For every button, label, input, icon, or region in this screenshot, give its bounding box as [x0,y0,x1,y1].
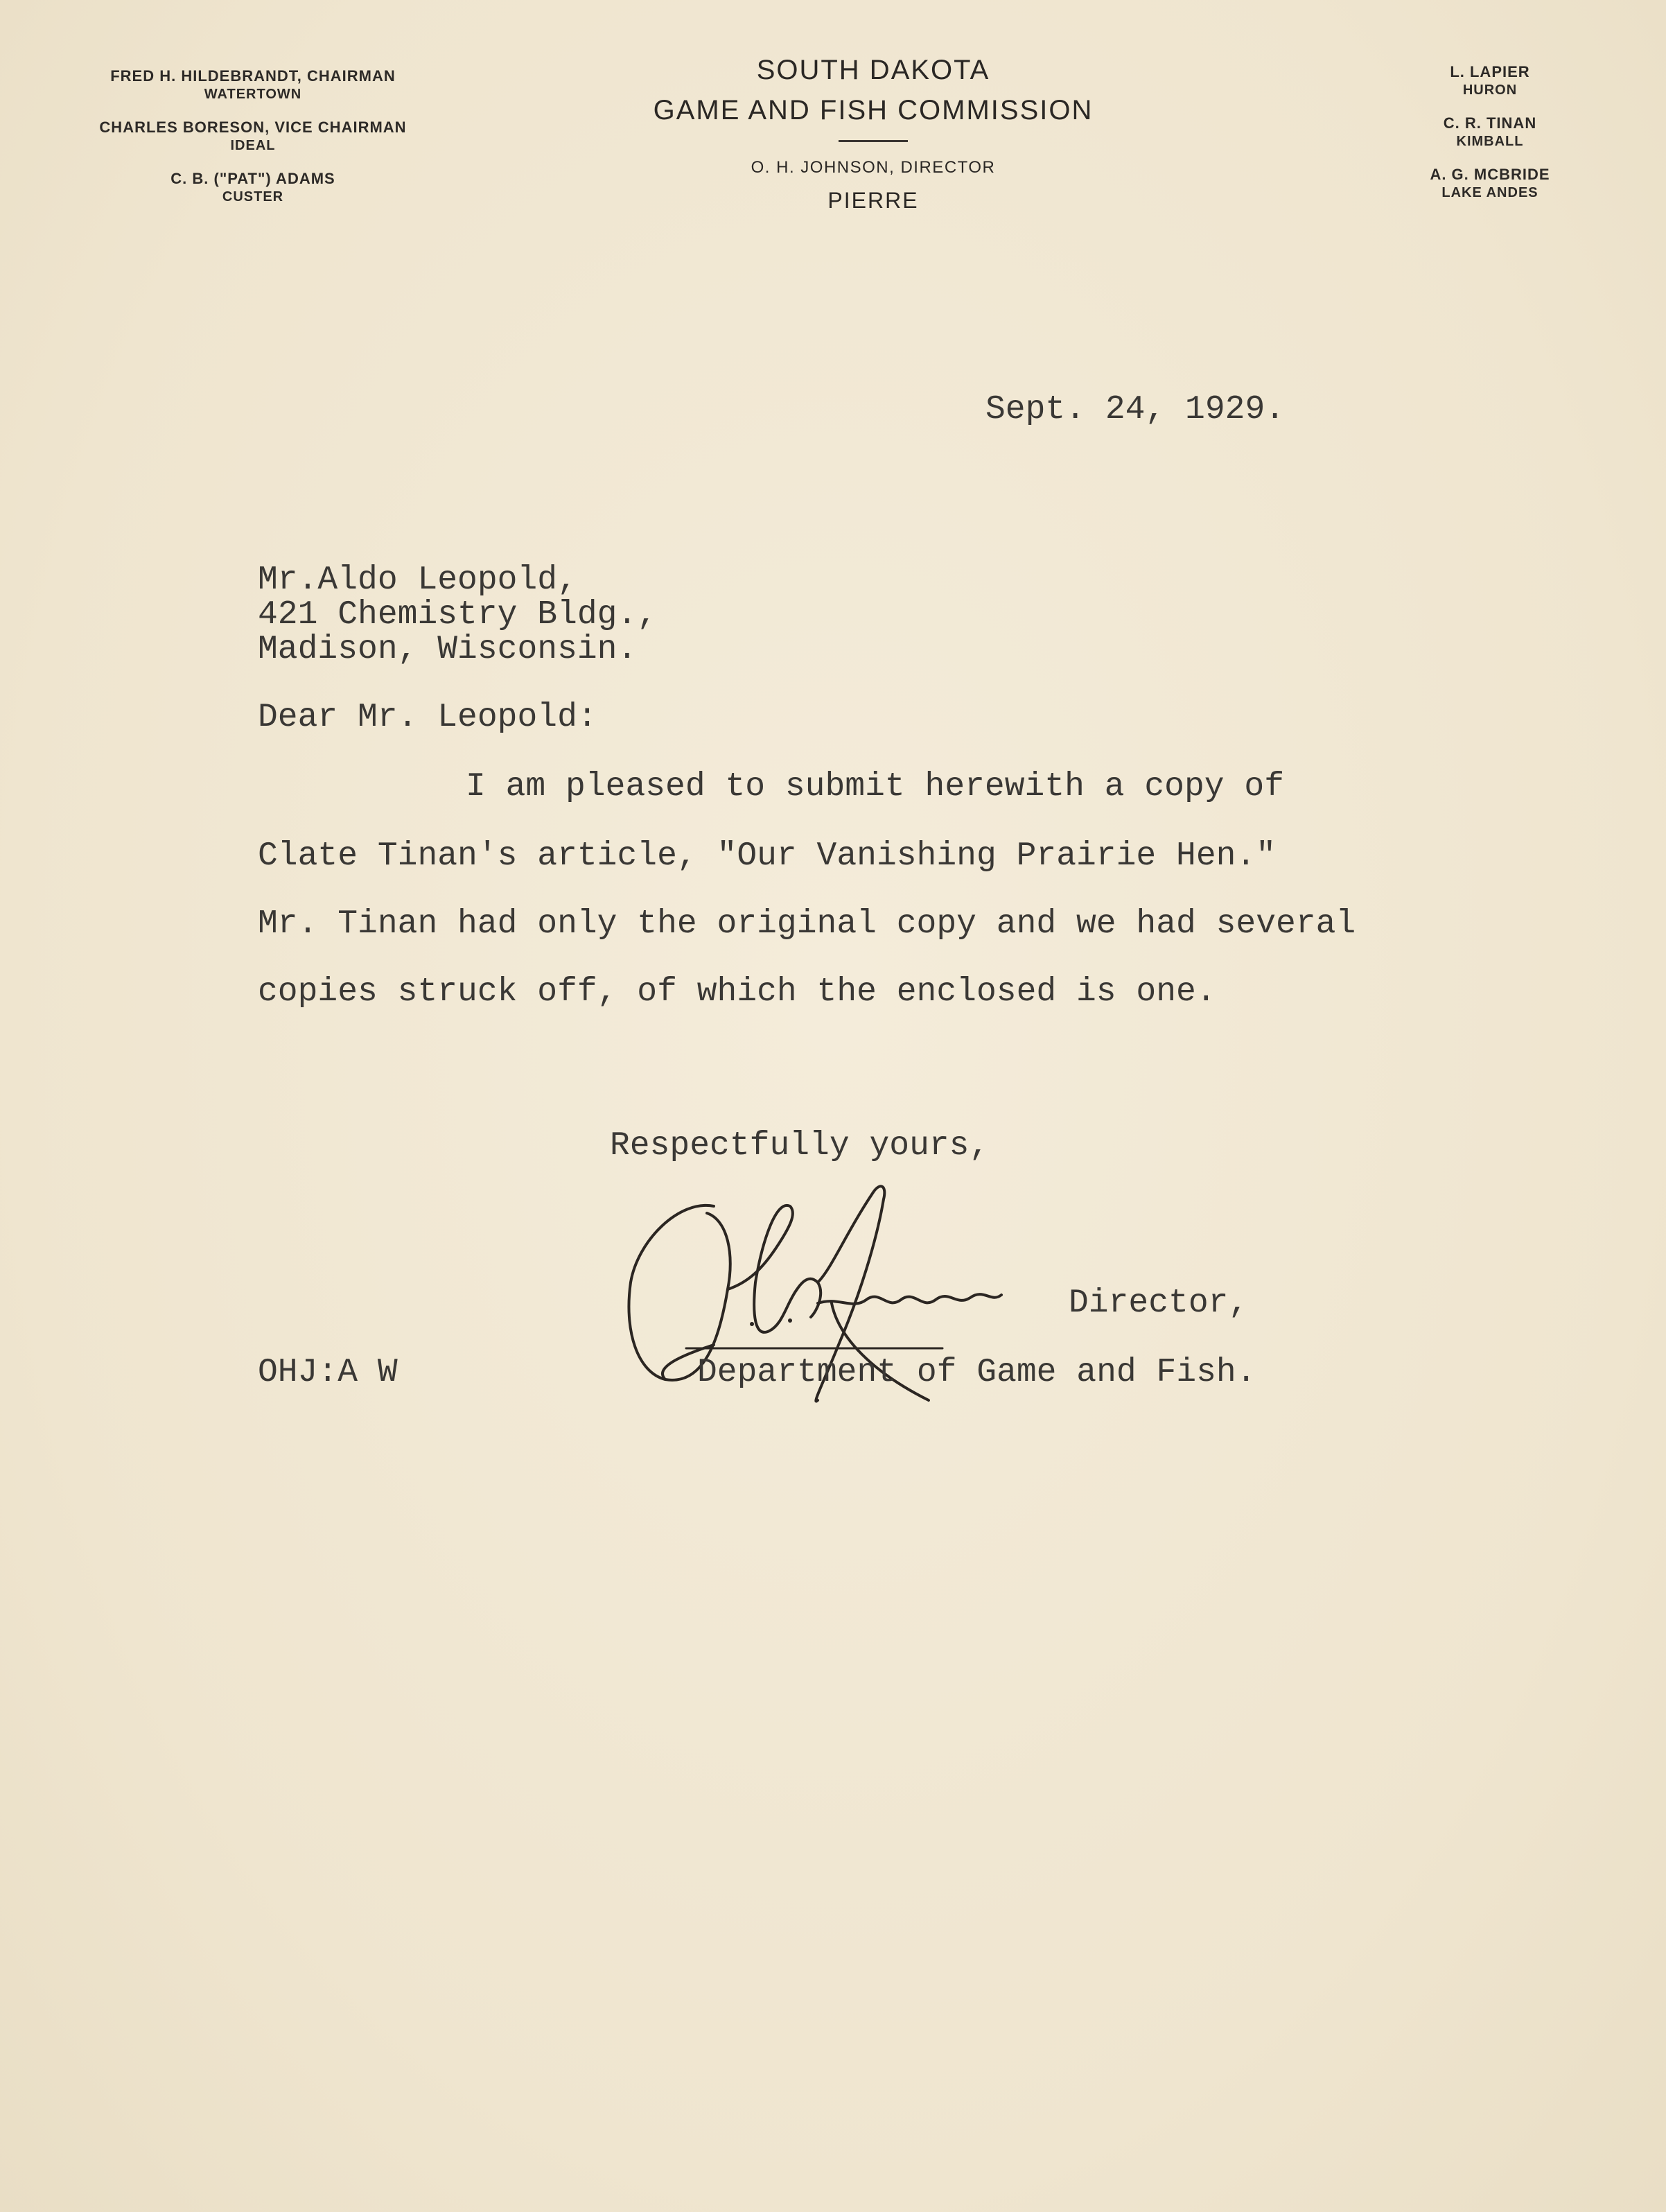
body-line: copies struck off, of which the enclosed is one. [258,973,1216,1011]
member-entry [1365,165,1615,201]
member-town: KIMBALL [1456,134,1524,149]
letter-date: Sept. 24, 1929. [985,391,1286,428]
recipient-line: Madison, Wisconsin. [258,631,638,668]
letterhead-title-line2: GAME AND FISH COMMISSION [653,95,1094,125]
salutation: Dear Mr. Leopold: [258,699,597,736]
member-entry [66,169,440,205]
body-line: Clate Tinan's article, "Our Vanishing Prairie Hen." [258,837,1277,875]
member-entry [66,67,440,103]
handwritten-signature [610,1172,1095,1435]
letterhead-divider [839,140,908,142]
signer-title: Director, [1069,1284,1249,1322]
reference-initials: OHJ:A W [258,1354,398,1391]
body-line: Mr. Tinan had only the original copy and we had several [258,905,1356,943]
letterhead-title-line1: SOUTH DAKOTA [756,55,990,85]
body-line: I am pleased to submit herewith a copy of [466,768,1284,805]
member-name: L. LAPIER [1450,63,1530,80]
member-name: C. B. ("PAT") ADAMS [170,170,335,187]
letterhead-left-members [66,67,440,220]
member-town: CUSTER [222,189,284,204]
member-name: A. G. MCBRIDE [1430,166,1550,183]
member-entry [1365,62,1615,98]
member-town: IDEAL [230,138,276,153]
recipient-line: 421 Chemistry Bldg., [258,596,658,634]
member-name: FRED H. HILDEBRANDT, CHAIRMAN [110,67,396,85]
letterhead-center [596,50,1150,214]
member-name: C. R. TINAN [1443,114,1537,132]
recipient-line: Mr.Aldo Leopold, [258,561,577,599]
member-town: WATERTOWN [204,87,302,102]
member-entry [1365,114,1615,150]
closing: Respectfully yours, [610,1127,990,1165]
member-entry [66,118,440,154]
department: Department of Game and Fish. [697,1354,1256,1391]
member-name: CHARLES BORESON, VICE CHAIRMAN [99,119,407,136]
letterhead-right-members [1365,62,1615,216]
signature-icon [610,1172,1095,1435]
letterhead-city: PIERRE [827,188,919,213]
member-town: LAKE ANDES [1441,185,1538,200]
letterhead-director: O. H. JOHNSON, DIRECTOR [751,158,996,177]
member-town: HURON [1462,82,1518,98]
